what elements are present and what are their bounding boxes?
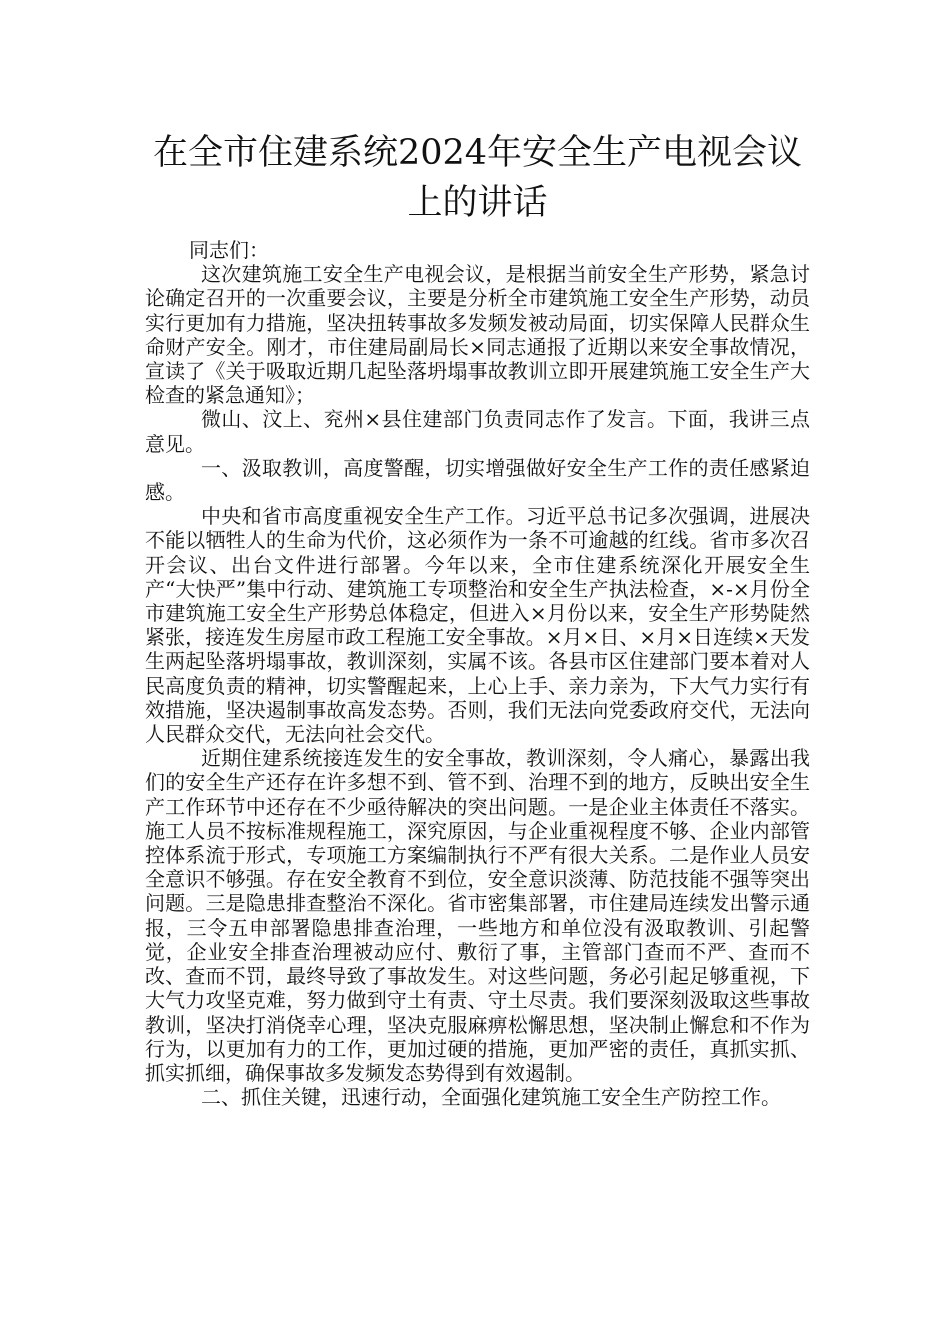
document-title: 在全市住建系统2024年安全生产电视会议上的讲话 <box>152 133 803 223</box>
document-page <box>145 128 810 1109</box>
section-heading-2: 二、抓住关键，迅速行动，全面强化建筑施工安全生产防控工作。 <box>201 1085 781 1110</box>
paragraph-central-provincial: 中央和省市高度重视安全生产工作。习近平总书记多次强调，进展决不能以牺牲人的生命为代价，这必须作为一条不可逾越的红线。省市多次召开会议、出台文件进行部署。今年以来，全市住建系统深化开展安全生产“大快严”集中行动、建筑施工专项整治和安全生产执法检查，×-×月份全市建筑施工安全生产形势总体稳定，但进入×月份以来，安全生产形势陡然紧张，接连发生房屋市政工程施工安全事故。×月×日、×月×日连续×天发生两起坠落坍塌事故，教训深刻，实属不该。各县市区住建部门要本着对人民高度负责的精神，切实警醒起来，上心上手、亲力亲为，下大气力实行有效措施，坚决遏制事故高发态势。否则，我们无法向党委政府交代，无法向人民群众交代，无法向社会交代。 <box>145 504 810 747</box>
section-heading-1: 一、汲取教训，高度警醒，切实增强做好安全生产工作的责任感紧迫感。 <box>145 455 810 505</box>
paragraph-speakers: 微山、汶上、兖州×县住建部门负责同志作了发言。下面，我讲三点意见。 <box>145 407 810 456</box>
document-body <box>145 238 810 1109</box>
paragraph-recent-accidents: 近期住建系统接连发生的安全事故，教训深刻，令人痛心，暴露出我们的安全生产还存在许多想不到、管不到、治理不到的地方，反映出安全生产工作环节中还存在不少亟待解决的突出问题。一是企业主体责任不落实。施工人员不按标准规程施工，深究原因，与企业重视程度不够、企业内部管控体系流于形式，专项施工方案编制执行不严有很大关系。二是作业人员安全意识不够强。存在安全教育不到位，安全意识淡薄、防范技能不强等突出问题。三是隐患排查整治不深化。省市密集部署，市住建局连续发出警示通报，三令五申部署隐患排查治理，一些地方和单位没有汲取教训、引起警觉，企业安全排查治理被动应付、敷衍了事，主管部门查而不严、查而不改、查而不罚，最终导致了事故发生。对这些问题，务必引起足够重视，下大气力攻坚克难，努力做到守土有责、守土尽责。我们要深刻汲取这些事故教训，坚决打消侥幸心理，坚决克服麻痹松懈思想，坚决制止懈怠和不作为行为，以更加有力的工作，更加过硬的措施，更加严密的责任，真抓实抓、抓实抓细，确保事故多发频发态势得到有效遏制。 <box>145 746 810 1085</box>
salutation: 同志们： <box>189 238 269 262</box>
paragraph-intro: 这次建筑施工安全生产电视会议，是根据当前安全生产形势，紧急讨论确定召开的一次重要会议，主要是分析全市建筑施工安全生产形势，动员实行更加有力措施，坚决扭转事故多发频发被动局面，切实保障人民群众生命财产安全。刚才，市住建局副局长×同志通报了近期以来安全事故情况，宣读了《关于吸取近期几起坠落坍塌事故教训立即开展建筑施工安全生产大检查的紧急通知》； <box>145 262 810 408</box>
